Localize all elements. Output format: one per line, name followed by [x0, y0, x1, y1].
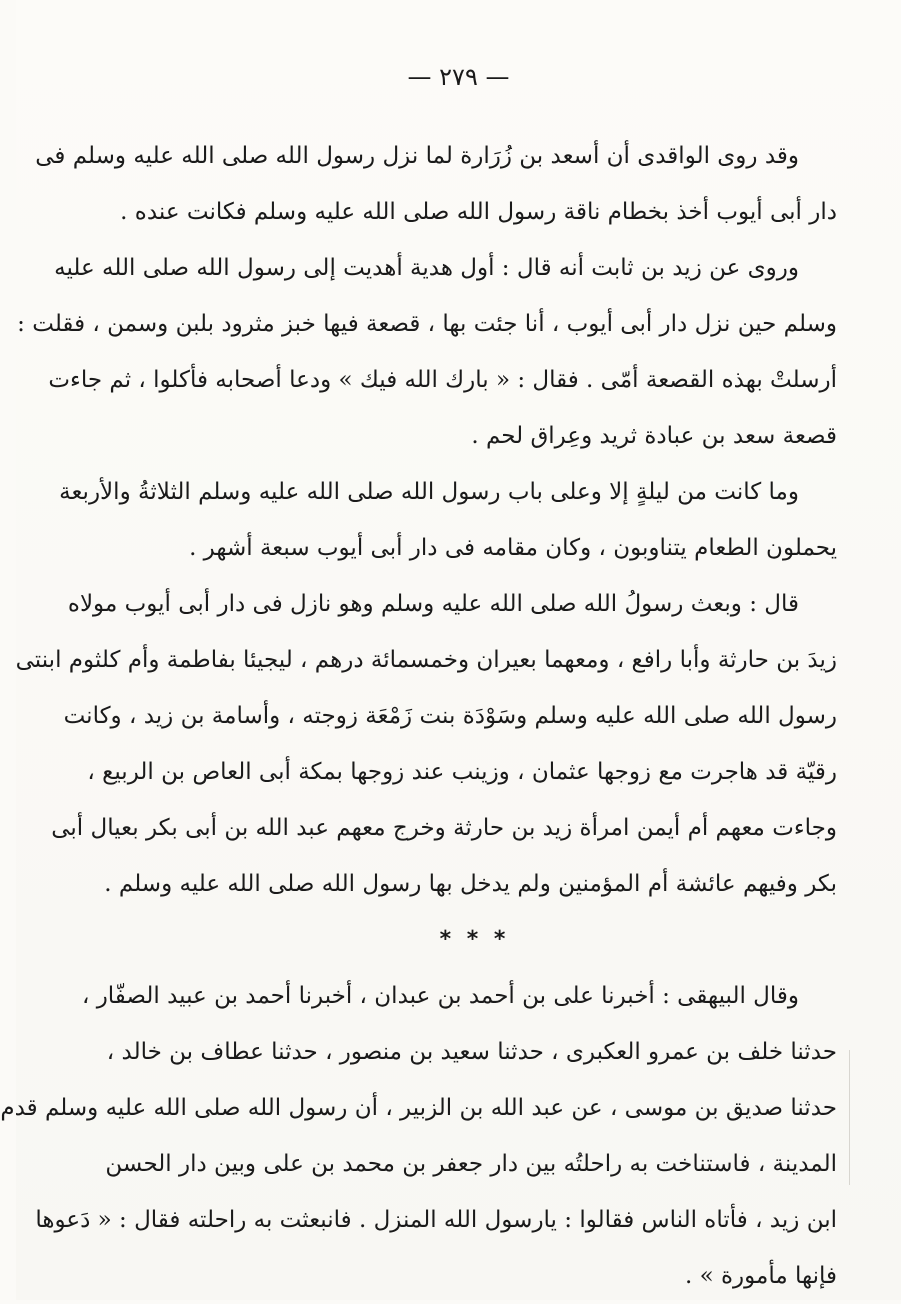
text-line: بكر وفيهم عائشة أم المؤمنين ولم يدخل بها رسول الله صلى الله عليه وسلم . [104, 871, 837, 897]
text-line: ابن زيد ، فأتاه الناس فقالوا : يارسول الله المنزل . فانبعثت به راحلته فقال : « دَعوها [35, 1207, 837, 1233]
paragraph-first-line: وقال البيهقى : أخبرنا على بن أحمد بن عبدان ، أخبرنا أحمد بن عبيد الصفّار ، [81, 983, 799, 1009]
page-number: — ٢٧٩ — [407, 63, 510, 91]
margin-rule [849, 1050, 850, 1185]
text-line: دار أبى أيوب أخذ بخطام ناقة رسول الله صلى الله عليه وسلم فكانت عنده . [120, 199, 837, 225]
text-line: وجاءت معهم أم أيمن امرأة زيد بن حارثة وخرج معهم عبد الله بن أبى بكر بعيال أبى [51, 815, 837, 841]
section-separator: * * * [439, 927, 510, 952]
paragraph-first-line: وروى عن زيد بن ثابت أنه قال : أول هدية أهديت إلى رسول الله صلى الله عليه [54, 255, 799, 281]
paragraph-first-line: وقد روى الواقدى أن أسعد بن زُرَارة لما نزل رسول الله صلى الله عليه وسلم فى [35, 143, 799, 169]
text-line: حدثنا خلف بن عمرو العكبرى ، حدثنا سعيد بن منصور ، حدثنا عطاف بن خالد ، [106, 1039, 837, 1065]
text-line: يحملون الطعام يتناوبون ، وكان مقامه فى دار أبى أيوب سبعة أشهر . [189, 535, 837, 561]
text-line: رسول الله صلى الله عليه وسلم وسَوْدَة بنت زَمْعَة زوجته ، وأسامة بن زيد ، وكانت [63, 703, 837, 729]
text-line: المدينة ، فاستناخت به راحلتُه بين دار جعفر بن محمد بن على وبين دار الحسن [105, 1151, 837, 1177]
text-line: قصعة سعد بن عبادة ثريد وعِراق لحم . [471, 423, 837, 449]
paragraph-first-line: قال : وبعث رسولُ الله صلى الله عليه وسلم وهو نازل فى دار أبى أيوب مولاه [67, 591, 799, 617]
text-line: فإنها مأمورة » . [684, 1263, 837, 1289]
text-line: زيدَ بن حارثة وأبا رافع ، ومعهما بعيران وخمسمائة درهم ، ليجيئا بفاطمة وأم كلثوم ابنتى [15, 647, 837, 673]
text-line: رقيّة قد هاجرت مع زوجها عثمان ، وزينب عند زوجها بمكة أبى العاص بن الربيع ، [87, 759, 837, 785]
page-text [0, 128, 837, 1304]
text-line: وسلم حين نزل دار أبى أيوب ، أنا جئت بها ، قصعة فيها خبز مثرود بلبن وسمن ، فقلت : [17, 311, 837, 337]
text-line: أرسلتْ بهذه القصعة أمّى . فقال : « بارك الله فيك » ودعا أصحابه فأكلوا ، ثم جاءت [48, 367, 837, 393]
text-line: حدثنا صديق بن موسى ، عن عبد الله بن الزبير ، أن رسول الله صلى الله عليه وسلم قدم [0, 1095, 837, 1121]
paragraph-first-line: وما كانت من ليلةٍ إلا وعلى باب رسول الله صلى الله عليه وسلم الثلاثةُ والأربعة [59, 479, 799, 505]
